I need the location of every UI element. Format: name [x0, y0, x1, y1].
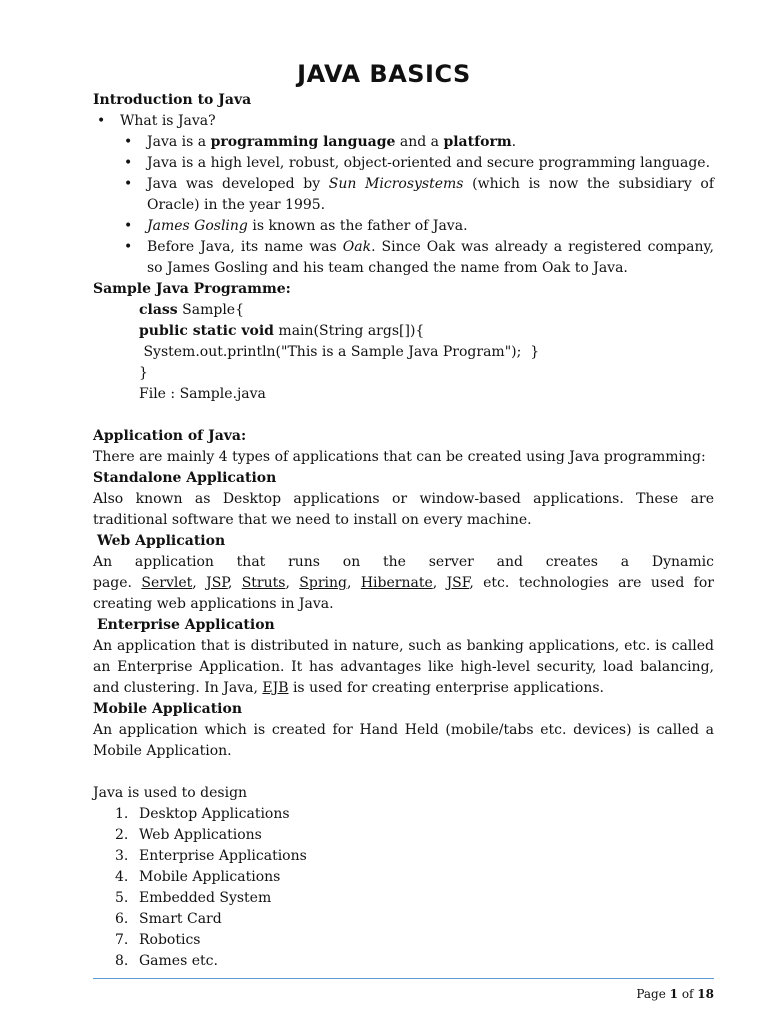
list-item — [93, 153, 714, 174]
code-keyword: public static void — [139, 323, 274, 339]
list-item — [93, 846, 714, 867]
list-item — [93, 909, 714, 930]
list-text: Smart Card — [139, 911, 222, 927]
text: An application that is distributed in nature, such as banking applications, etc. is called an Enterprise Application. It has advantages like high-level security, load balancing, and clustering. In Java, — [93, 638, 714, 696]
list-item — [93, 867, 714, 888]
list-text: Mobile Applications — [139, 869, 281, 885]
code-text: main(String args[]){ — [273, 323, 425, 339]
text: , etc. technologies are used for creating web applications in Java. — [93, 575, 714, 612]
apps-intro: There are mainly 4 types of applications that can be created using Java programming: — [93, 449, 706, 465]
footer-label: of — [678, 987, 698, 1001]
text: Java is a high level, robust, object-oriented and secure programming language. — [147, 155, 711, 171]
link-ejb[interactable]: EJB — [262, 680, 289, 696]
list-number: 8. — [115, 953, 129, 969]
list-text: Enterprise Applications — [139, 848, 307, 864]
list-text: Games etc. — [139, 953, 218, 969]
sample-heading: Sample Java Programme: — [93, 281, 291, 297]
list-item — [93, 930, 714, 951]
link-hibernate[interactable]: Hibernate — [360, 575, 433, 591]
text: Java is a — [147, 134, 211, 150]
text: programming language — [210, 134, 396, 150]
code-text: Sample{ — [177, 302, 244, 318]
code-keyword: class — [139, 302, 178, 318]
text: . — [511, 134, 517, 150]
text: (which is now the subsidiary of Oracle) in the year 1995. — [147, 176, 715, 213]
spacer — [93, 405, 714, 426]
text: James Gosling — [147, 218, 248, 234]
link-jsp[interactable]: JSP — [206, 575, 228, 591]
intro-heading: Introduction to Java — [93, 92, 252, 108]
text: platform — [443, 134, 512, 150]
list-text: Desktop Applications — [139, 806, 290, 822]
list-number: 4. — [115, 869, 129, 885]
list-item — [93, 174, 714, 216]
apps-heading: Application of Java: — [93, 428, 247, 444]
link-struts[interactable]: Struts — [241, 575, 286, 591]
design-heading: Java is used to design — [93, 785, 248, 801]
mobile-heading: Mobile Application — [93, 701, 243, 717]
document-body — [93, 90, 714, 972]
code-line — [139, 321, 714, 342]
list-number: 7. — [115, 932, 129, 948]
intro-list — [93, 111, 714, 279]
text: is known as the father of Java. — [247, 218, 468, 234]
text: Java was developed by — [147, 176, 329, 192]
list-item — [93, 951, 714, 972]
list-item — [93, 216, 714, 237]
text: Sun Microsystems — [328, 176, 464, 192]
code-line — [139, 342, 714, 363]
text: Oak — [342, 239, 372, 255]
text: page. — [93, 575, 142, 591]
link-servlet[interactable]: Servlet — [141, 575, 193, 591]
list-number: 2. — [115, 827, 129, 843]
list-item — [93, 804, 714, 825]
list-text: Embedded System — [139, 890, 272, 906]
list-text: Robotics — [139, 932, 201, 948]
code-filename: File : Sample.java — [139, 386, 266, 402]
mobile-text: An application which is created for Hand Held (mobile/tabs etc. devices) is called a Mobile Application. — [93, 722, 714, 759]
list-number: 3. — [115, 848, 129, 864]
list-number: 1. — [115, 806, 129, 822]
code-text: System.out.println("This is a Sample Java Program"); } — [139, 344, 540, 360]
footer-rule — [93, 978, 714, 979]
code-line — [139, 363, 714, 384]
list-number: 5. — [115, 890, 129, 906]
enterprise-text — [93, 636, 714, 699]
list-item — [93, 237, 714, 279]
code-line — [139, 300, 714, 321]
link-spring[interactable]: Spring — [299, 575, 347, 591]
web-heading: Web Application — [97, 533, 226, 549]
standalone-heading: Standalone Application — [93, 470, 277, 486]
text: . Since Oak was already a registered company, so James Gosling and his team changed the name from Oak to Java. — [147, 239, 714, 276]
code-text: } — [139, 365, 148, 381]
page-footer — [636, 987, 714, 1001]
page-title: JAVA BASICS — [297, 60, 471, 88]
design-list — [93, 804, 714, 972]
link-jsf[interactable]: JSF — [446, 575, 470, 591]
web-text: page. Servlet, JSP, Struts, Spring, Hibernate, JSF, etc. technologies are used for creating web applications in Java. — [93, 575, 714, 612]
text: and a — [395, 134, 444, 150]
list-text: Web Applications — [139, 827, 262, 843]
list-item — [93, 825, 714, 846]
list-number: 6. — [115, 911, 129, 927]
standalone-text: Also known as Desktop applications or window-based applications. These are traditional software that we need to install on every machine. — [93, 491, 714, 528]
web-text-line1: An application that runs on the server and creates a Dynamic — [93, 554, 714, 570]
enterprise-heading: Enterprise Application — [97, 617, 275, 633]
intro-question-text: What is Java? — [120, 113, 216, 129]
intro-question — [93, 111, 714, 279]
footer-label: Page — [636, 987, 670, 1001]
list-item — [93, 132, 714, 153]
page-total: 18 — [697, 987, 714, 1001]
page-number: 1 — [669, 987, 678, 1001]
list-item — [93, 888, 714, 909]
intro-sublist — [93, 132, 714, 279]
text: Before Java, its name was — [147, 239, 343, 255]
code-sample — [93, 300, 714, 405]
text: is used for creating enterprise applications. — [288, 680, 604, 696]
spacer — [93, 762, 714, 783]
